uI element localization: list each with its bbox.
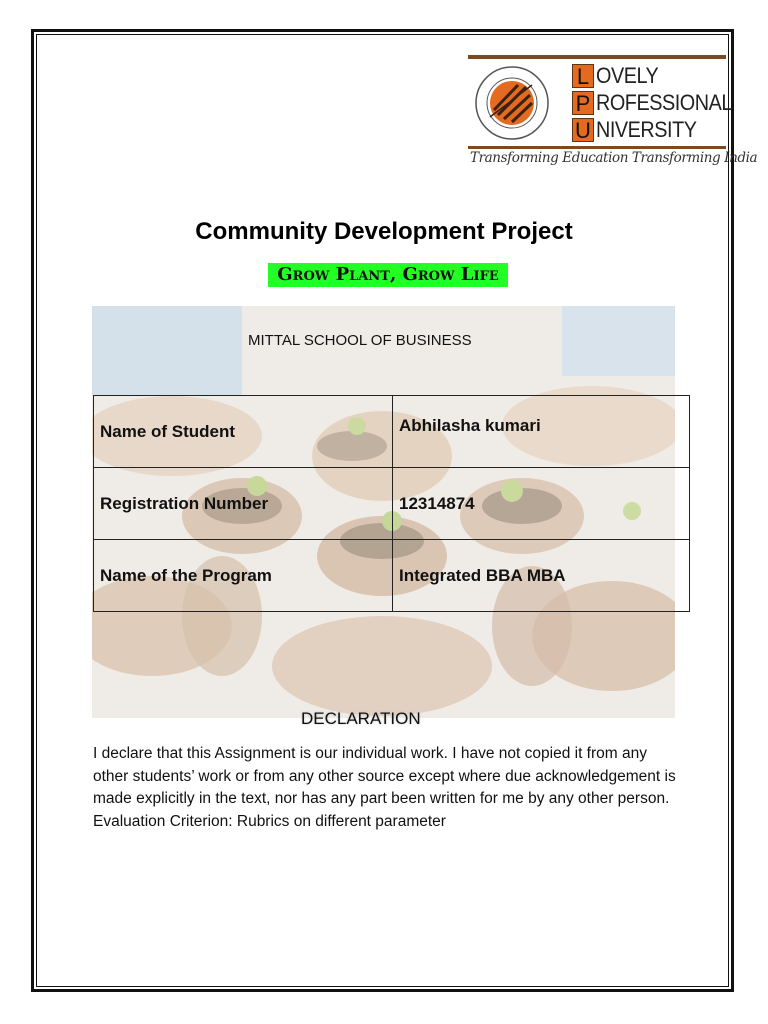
declaration-text: I declare that this Assignment is our individual work. I have not copied it from any other students’ work or from any other source except where due acknowledgement is made explicitly in the text, nor has any part been written for me by any other person. Evaluation Criterion: Rubrics on different parameter — [93, 745, 676, 830]
logo-row-university — [572, 117, 747, 143]
registration-number-label: Registration Number — [94, 468, 393, 540]
logo-word-lovely: OVELY — [596, 63, 659, 88]
logo-row-professional — [572, 90, 747, 116]
logo-initial-l: L — [572, 64, 594, 88]
student-name-label: Name of Student — [94, 396, 393, 468]
logo-divider — [468, 146, 726, 149]
table-row — [94, 540, 690, 612]
student-name-value: Abhilasha kumari — [393, 396, 690, 468]
declaration-heading: DECLARATION — [301, 709, 421, 728]
university-seal-icon — [474, 65, 550, 141]
student-details-table — [93, 395, 690, 612]
logo-row-lovely — [572, 63, 747, 89]
logo-tagline: Transforming Education Transforming India — [470, 150, 758, 166]
logo-initial-u: U — [572, 118, 594, 142]
page-title: Community Development Project — [195, 218, 573, 245]
program-name-value: Integrated BBA MBA — [393, 540, 690, 612]
table-row — [94, 468, 690, 540]
logo-word-professional: ROFESSIONAL — [596, 90, 732, 115]
logo-word-university: NIVERSITY — [596, 117, 697, 142]
logo-top-bar — [468, 55, 726, 59]
university-name — [572, 63, 747, 144]
school-name: MITTAL SCHOOL OF BUSINESS — [248, 332, 472, 349]
logo-initial-p: P — [572, 91, 594, 115]
university-logo — [468, 55, 758, 171]
table-row — [94, 396, 690, 468]
project-subtitle: Grow Plant, Grow Life — [268, 263, 508, 287]
program-name-label: Name of the Program — [94, 540, 393, 612]
registration-number-value: 12314874 — [393, 468, 690, 540]
